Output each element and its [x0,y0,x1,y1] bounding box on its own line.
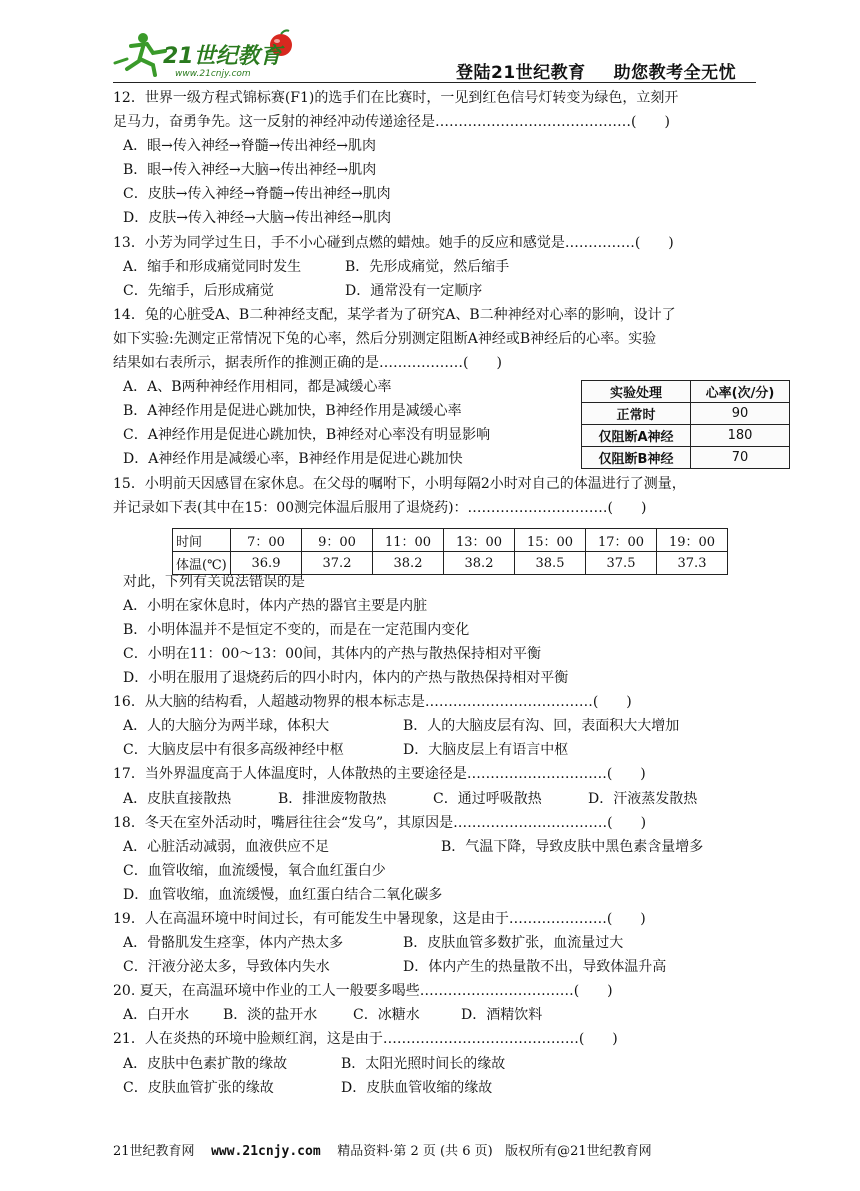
footer-site-url[interactable]: www.21cnjy.com [211,1144,321,1159]
q19-option-b: B．皮肤血管多数扩张，血流量过大 [403,935,624,952]
svg-text:www.21cnjy.com: www.21cnjy.com [175,69,251,79]
q21-options-ab [113,1052,763,1076]
brand-left: 登陆21世纪教育 [456,63,586,83]
q12-stem-2: 足马力，奋勇争先。这一反射的神经冲动传递途径是……………………………………( ) [113,114,670,131]
q19-option-a: A．骨骼肌发生痉挛，体内产热太多 [123,935,344,952]
q15-option-d: D．小明在服用了退烧药后的四小时内，体内的产热与散热保持相对平衡 [123,670,569,687]
header-divider [113,82,756,83]
table-cell: 仅阻断A神经 [582,425,691,447]
table-cell: 正常时 [582,403,691,425]
table-row [582,425,790,447]
q12-option-b: B．眼→传入神经→大脑→传出神经→肌肉 [123,162,377,179]
table-cell: 37.2 [302,552,373,575]
q13-option-a: A．缩手和形成痛觉同时发生 [123,258,302,275]
q14-stem-1: 14．兔的心脏受A、B二种神经支配，某学者为了研究A、B二种神经对心率的影响，设计了 [113,306,676,323]
q19-option-c: C．汗液分泌太多，导致体内失水 [123,959,330,976]
footer-copyright: 版权所有@21世纪教育网 [505,1144,652,1159]
q16-option-b: B．人的大脑皮层有沟、回，表面积大大增加 [403,718,680,735]
q15-stem-2: 并记录如下表(其中在15：00测完体温后服用了退烧药)：…………………………( ) [113,499,647,516]
footer-page-info: 精品资料·第 2 页 (共 6 页) [337,1144,493,1159]
q14-stem-3: 结果如右表所示，据表所作的推测正确的是………………( ) [113,355,502,372]
q17-options [113,787,763,811]
page-footer [113,1140,652,1159]
q18-stem: 18．冬天在室外活动时，嘴唇往往会“发乌”，其原因是……………………………( ) [113,814,647,831]
table-cell: 70 [691,447,790,469]
q12-stem-1: 12．世界一级方程式锦标赛(F1)的选手们在比赛时，一见到红色信号灯转变为绿色，立刻开 [113,90,679,106]
q19-option-d: D．体内产生的热量散不出，导致体温升高 [403,959,667,976]
q12-option-c: C．皮肤→传入神经→脊髓→传出神经→肌肉 [123,186,391,203]
q13-option-c: C．先缩手，后形成痛觉 [123,282,274,299]
q14-option-a: A．A、B两种神经作用相同，都是减缓心率 [123,379,392,396]
q20-option-d: D．酒精饮料 [461,1007,543,1024]
table-cell: 体温(℃) [173,552,231,575]
q17-option-d: D．汗液蒸发散热 [588,790,698,807]
q12-option-a: A．眼→传入神经→脊髓→传出神经→肌肉 [123,138,377,155]
table-header-cell: 实验处理 [582,381,691,403]
q16-options-cd [113,738,763,762]
q21-option-a: A．皮肤中色素扩散的缘故 [123,1055,288,1072]
q13-options-ab [113,255,763,279]
table-cell: 13：00 [444,529,515,552]
q21-stem: 21．人在炎热的环境中脸颊红润，这是由于……………………………………( ) [113,1031,618,1048]
q15-option-c: C．小明在11：00～13：00间，其体内的产热与散热保持相对平衡 [123,645,541,662]
q20-option-c: C．冰糖水 [353,1007,420,1024]
q17-stem: 17．当外界温度高于人体温度时，人体散热的主要途径是…………………………( ) [113,766,646,783]
table-header-cell: 心率(次/分) [691,381,790,403]
q19-stem: 19．人在高温环境中时间过长，有可能发生中暑现象，这是由于…………………( ) [113,911,646,927]
table-cell: 9：00 [302,529,373,552]
q17-option-c: C．通过呼吸散热 [433,790,542,807]
q14-option-b: B．A神经作用是促进心跳加快，B神经作用是减缓心率 [123,403,462,420]
table-cell: 11：00 [373,529,444,552]
table-cell: 180 [691,425,790,447]
table-cell: 时间 [173,529,231,552]
q12-option-d: D．皮肤→传入神经→大脑→传出神经→肌肉 [123,210,392,227]
table-cell: 36.9 [231,552,302,575]
q20-options [113,1003,763,1027]
q14-option-c: C．A神经作用是促进心跳加快，B神经对心率没有明显影响 [123,427,491,444]
q15-stem-1: 15．小明前天因感冒在家休息。在父母的嘱咐下，小明每隔2小时对自己的体温进行了测量， [113,475,686,492]
table-cell: 38.5 [515,552,586,575]
q21-option-c: C．皮肤血管扩张的缘故 [123,1079,274,1096]
table-cell: 37.5 [586,552,657,575]
table-cell: 90 [691,403,790,425]
q17-option-a: A．皮肤直接散热 [123,790,232,807]
21cnjy-logo [113,29,303,81]
q21-options-cd [113,1076,763,1100]
table-cell: 19：00 [657,529,728,552]
table-row [582,403,790,425]
q13-option-b: B．先形成痛觉，然后缩手 [345,258,510,275]
table-cell: 38.2 [444,552,515,575]
header-slogan [456,58,736,83]
q13-option-d: D．通常没有一定顺序 [345,282,483,299]
q21-option-d: D．皮肤血管收缩的缘故 [341,1079,493,1096]
q20-stem: 20. 夏天，在高温环境中作业的工人一般要多喝些……………………………( ) [113,983,613,1000]
q21-option-b: B．太阳光照时间长的缘故 [341,1055,506,1072]
table-cell: 17：00 [586,529,657,552]
q20-option-a: A．白开水 [123,1007,190,1024]
table-header-row [582,381,790,403]
q16-option-d: D．大脑皮层上有语言中枢 [403,742,569,759]
q19-options-cd [113,955,763,979]
footer-site-name: 21世纪教育网 [113,1144,195,1159]
q19-options-ab [113,931,763,955]
q13-options-cd [113,279,763,303]
q16-stem: 16．从大脑的结构看，人超越动物界的根本标志是………………………………( ) [113,694,632,711]
q15-option-a: A．小明在家休息时，体内产热的器官主要是内脏 [123,597,428,614]
table-cell: 38.2 [373,552,444,575]
q14-option-d: D．A神经作用是减缓心率，B神经作用是促进心跳加快 [123,451,463,468]
table-cell: 仅阻断B神经 [582,447,691,469]
q16-option-a: A．人的大脑分为两半球，体积大 [123,718,330,735]
q15-stem-3: 对此，下列有关说法错误的是 [123,573,305,590]
table-cell: 15：00 [515,529,586,552]
q15-option-b: B．小明体温并不是恒定不变的，而是在一定范围内变化 [123,621,470,638]
table-cell: 37.3 [657,552,728,575]
temperature-table [172,528,728,575]
q14-stem-2: 如下实验:先测定正常情况下兔的心率，然后分别测定阻断A神经或B神经后的心率。实验 [113,330,657,347]
q17-option-b: B．排泄废物散热 [278,790,387,807]
table-cell: 7：00 [231,529,302,552]
svg-text:21世纪教育: 21世纪教育 [163,44,282,69]
question-list [113,86,763,1100]
q13-stem: 13．小芳为同学过生日，手不小心碰到点燃的蜡烛。她手的反应和感觉是……………( ) [113,234,674,251]
q18-option-c: C．血管收缩，血流缓慢，氧合血红蛋白少 [123,862,386,879]
heart-rate-table [581,380,790,469]
q16-option-c: C．大脑皮层中有很多高级神经中枢 [123,742,344,759]
table-row [582,447,790,469]
q16-options-ab [113,714,763,738]
table-row [173,529,728,552]
q18-option-a: A．心脏活动减弱，血液供应不足 [123,838,330,855]
brand-right: 助您教考全无忧 [613,63,737,83]
q18-option-b: B．气温下降，导致皮肤中黑色素含量增多 [441,838,704,855]
q20-option-b: B．淡的盐开水 [223,1007,318,1024]
q18-options-ab [113,835,763,859]
q18-option-d: D．血管收缩，血流缓慢，血红蛋白结合二氧化碳多 [123,886,443,903]
table-row [173,552,728,575]
